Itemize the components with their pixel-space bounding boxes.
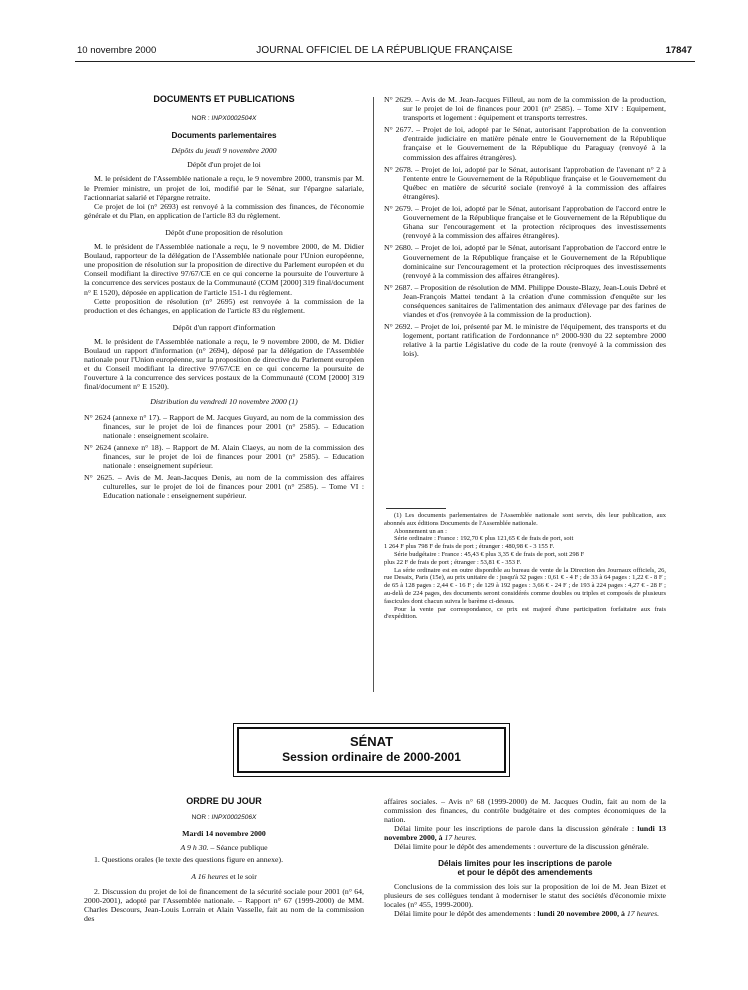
right-column (384, 95, 666, 359)
page-header (77, 45, 692, 59)
session-title: Session ordinaire de 2000-2001 (282, 750, 461, 764)
subsection-title: Documents parlementaires (171, 131, 277, 141)
list-item: N° 2625. – Avis de M. Jean-Jacques Denis, au nom de la commission des affaires culturelles, sur le projet de loi de finances pour 2001 (n° 2585). – Tome VI : Education nationale : enseignement supérieur. (84, 473, 364, 501)
agenda-date: Mardi 14 novembre 2000 (182, 829, 266, 839)
footnote: Série budgétaire : France : 45,43 € plus 3,35 € de frais de port, soit 298 F (394, 550, 585, 558)
header-journal-title: JOURNAL OFFICIEL DE LA RÉPUBLIQUE FRANÇAISE (256, 45, 513, 56)
footnote: 1 264 F plus 798 F de frais de port ; étranger : 480,98 € - 3 155 F. (384, 543, 555, 551)
paragraph: Ce projet de loi (n° 2693) est renvoyé à la commission des finances, de l'économie générale et du Plan, en application de l'article 83 du règlement. (84, 201, 364, 220)
list-item: N° 2692. – Projet de loi, présenté par M. le ministre de l'équipement, des transports et du logement, portant ratification de l'ordonnance n° 2000-930 du 22 septembre 2000 relative à la partie Législative du code de la route (renvoyé à la commission des lois). (384, 322, 666, 359)
heading-rapport: Dépôt d'un rapport d'information (172, 322, 276, 332)
footnote: Abonnement un an : (394, 527, 447, 535)
footnote: Série ordinaire : France : 192,70 € plus 121,65 € de frais de port, soit (394, 535, 574, 543)
session-time-morning: A 9 h 30. – Séance publique (180, 843, 268, 853)
paragraph: affaires sociales. – Avis n° 68 (1999-2000) de M. Jacques Oudin, fait au nom de la commission des finances, du contrôle budgétaire et des comptes économiques de la nation. (384, 797, 666, 825)
deposit-date: Dépôts du jeudi 9 novembre 2000 (171, 146, 277, 156)
footnote: Pour la vente par correspondance, ce prix est majoré d'une participation forfaitaire aux frais d'expédition. (384, 605, 666, 621)
left-column (84, 95, 364, 500)
list-item: N° 2679. – Projet de loi, adopté par le Sénat, autorisant l'approbation de l'accord entre le Gouvernement de la République française et le Gouvernement de la République du Ghana sur l'encouragement et la protection réciproques des investissements (renvoyé à la commission des affaires étrangères). (384, 204, 666, 241)
delays-title: Délais limites pour les inscriptions de parole et pour le dépôt des amendements (438, 858, 612, 877)
paragraph: Délai limite pour les inscriptions de parole dans la discussion générale : lundi 13 novembre 2000, à 17 heures. (384, 824, 666, 843)
paragraph: M. le président de l'Assemblée nationale a reçu, le 9 novembre 2000, de M. Didier Boulaud, rapporteur de la délégation de l'Assemblée nationale pour l'Union européenne, une proposition de résolution sur la proposition de directive du Parlement européen et du Conseil modifiant la directive 97/67/CE en ce qui concerne la poursuite de l'ouverture à la concurrence des services postaux de la Communauté (COM [2000] 319 final/document n° E 1520), déposée en application de l'article 151-1 du règlement. (84, 242, 364, 297)
list-item: N° 2624 (annexe n° 18). – Rapport de M. Alain Claeys, au nom de la commission des finances, sur le projet de loi de finances pour 2001 (n° 2585). – Education nationale : enseignement supérieur. (84, 442, 364, 470)
heading-depot-loi: Dépôt d'un projet de loi (187, 160, 261, 170)
agenda-title: ORDRE DU JOUR (186, 796, 262, 806)
paragraph: M. le président de l'Assemblée nationale a reçu, le 9 novembre 2000, transmis par M. le Premier ministre, un projet de loi, modifié par le Sénat, sur l'épargne salariale, l'actionnariat salarié et l'épargne retraite. (84, 174, 364, 202)
paragraph: Cette proposition de résolution (n° 2695) est renvoyée à la commission de la production et des échanges, en application de l'article 83 du règlement. (84, 296, 364, 315)
list-item: N° 2687. – Proposition de résolution de MM. Philippe Douste-Blazy, Jean-Louis Debré et Jean-François Mattei tendant à la création d'une commission d'enquête sur les conséquences sanitaires de l'alimentation des animaux d'élevage par des farines de viandes et d'os (renvoyée à la commission de la production). (384, 282, 666, 320)
header-page-number: 17847 (665, 45, 692, 56)
column-divider (373, 97, 374, 692)
footnote-block (384, 512, 666, 621)
list-item: N° 2624 (annexe n° 17). – Rapport de M. Jacques Guyard, au nom de la commission des finances, sur le projet de loi de finances pour 2001 (n° 2585). – Education nationale : enseignement scolaire. (84, 412, 364, 440)
session-time-afternoon: A 16 heures et le soir (191, 872, 257, 882)
senat-left-column (84, 797, 364, 923)
nor-reference: NOR : INPX0002506X (191, 814, 257, 822)
senat-banner (233, 723, 510, 777)
footnote-rule (386, 508, 446, 509)
distribution-heading: Distribution du vendredi 10 novembre 2000 (1) (150, 397, 298, 407)
nor-code: INPX0002506X (211, 814, 257, 822)
header-date: 10 novembre 2000 (77, 45, 157, 56)
footnote: plus 22 F de frais de port ; étranger : 53,81 € - 353 F. (384, 558, 522, 566)
paragraph: Conclusions de la commission des lois sur la proposition de loi de M. Jean Bizet et plusieurs de ses collègues tendant à moderniser le statut des sociétés d'économie mixte locales (n° 455, 1999-2000). (384, 881, 666, 909)
list-item: N° 2678. – Projet de loi, adopté par le Sénat, autorisant l'approbation de l'avenant n° 2 à l'entente entre le Gouvernement de la République française et le Gouvernement du Québec en matière de sécurité sociale (renvoyé à la commission des affaires étrangères). (384, 164, 666, 201)
agenda-item: 2. Discussion du projet de loi de financement de la sécurité sociale pour 2001 (n° 64, 2000-2001), adopté par l'Assemblée nationale. – Rapport n° 67 (1999-2000) de MM. Charles Descours, Jean-Louis Lorrain et Alain Vasselle, fait au nom de la commission des (84, 886, 364, 923)
list-item: N° 2629. – Avis de M. Jean-Jacques Filleul, au nom de la commission de la production, sur le projet de loi de finances pour 2001 (n° 2585). – Tome XIV : Equipement, transports et logement : équipement et transports terrestres. (384, 95, 666, 123)
list-item: N° 2677. – Projet de loi, adopté par le Sénat, autorisant l'approbation de la convention d'entraide judiciaire en matière pénale entre le Gouvernement de la République française et le Gouvernement de la République du Paraguay (renvoyé à la commission des affaires étrangères). (384, 125, 666, 162)
agenda-item: 1. Questions orales (le texte des questions figure en annexe). (94, 855, 284, 865)
paragraph: Délai limite pour le dépôt des amendements : lundi 20 novembre 2000, à 17 heures. (394, 909, 660, 919)
senat-right-column (384, 797, 666, 918)
paragraph: Délai limite pour le dépôt des amendements : ouverture de la discussion générale. (394, 842, 649, 852)
footnote: (1) Les documents parlementaires de l'Assemblée nationale sont servis, dès leur publication, aux abonnés aux éditions Documents de l'Assemblée nationale. (384, 512, 666, 527)
heading-resolution: Dépôt d'une proposition de résolution (165, 227, 283, 237)
senat-title: SÉNAT (349, 734, 394, 749)
header-rule (75, 61, 695, 62)
nor-code: INPX0002504X (211, 115, 257, 123)
list-item: N° 2680. – Projet de loi, adopté par le Sénat, autorisant l'approbation de l'accord entre le Gouvernement de la République française et le Gouvernement de la République dominicaine sur l'encouragement et la protection réciproques des investissements (renvoyé à la commission des affaires étrangères). (384, 243, 666, 280)
paragraph: M. le président de l'Assemblée nationale a reçu, le 9 novembre 2000, de M. Didier Boulaud un rapport d'information (n° 2694), déposé par la délégation de l'Assemblée nationale pour l'Union européenne, sur la proposition de directive du Parlement européen et du Conseil modifiant la directive 97/67/CE en ce qui concerne la poursuite de l'ouverture à la concurrence des services postaux de la Communauté (COM [2000] 319 final/document n° E 1520). (84, 336, 364, 392)
nor-reference: NOR : INPX0002504X (191, 115, 257, 123)
section-title: DOCUMENTS ET PUBLICATIONS (153, 94, 295, 104)
footnote: La série ordinaire est en outre disponible au bureau de vente de la Direction des Journaux officiels, 26, rue Desaix, Paris (15e), au prix unitaire de : jusqu'à 32 pages : 0,61 € - 4 F ; de 33 à 64 pages : 1,22 € - 8 F ; de 65 à 128 pages : 2,44 € - 16 F ; de 129 à 192 pages : 3,66 € - 24 F ; de 193 à 224 pages : 4,27 € - 28 F ; au-delà de 224 pages, des documents seront considérés comme doubles ou triples et composés de plusieurs fascicules dont chacun suivra le barème ci-dessus. (384, 566, 666, 605)
